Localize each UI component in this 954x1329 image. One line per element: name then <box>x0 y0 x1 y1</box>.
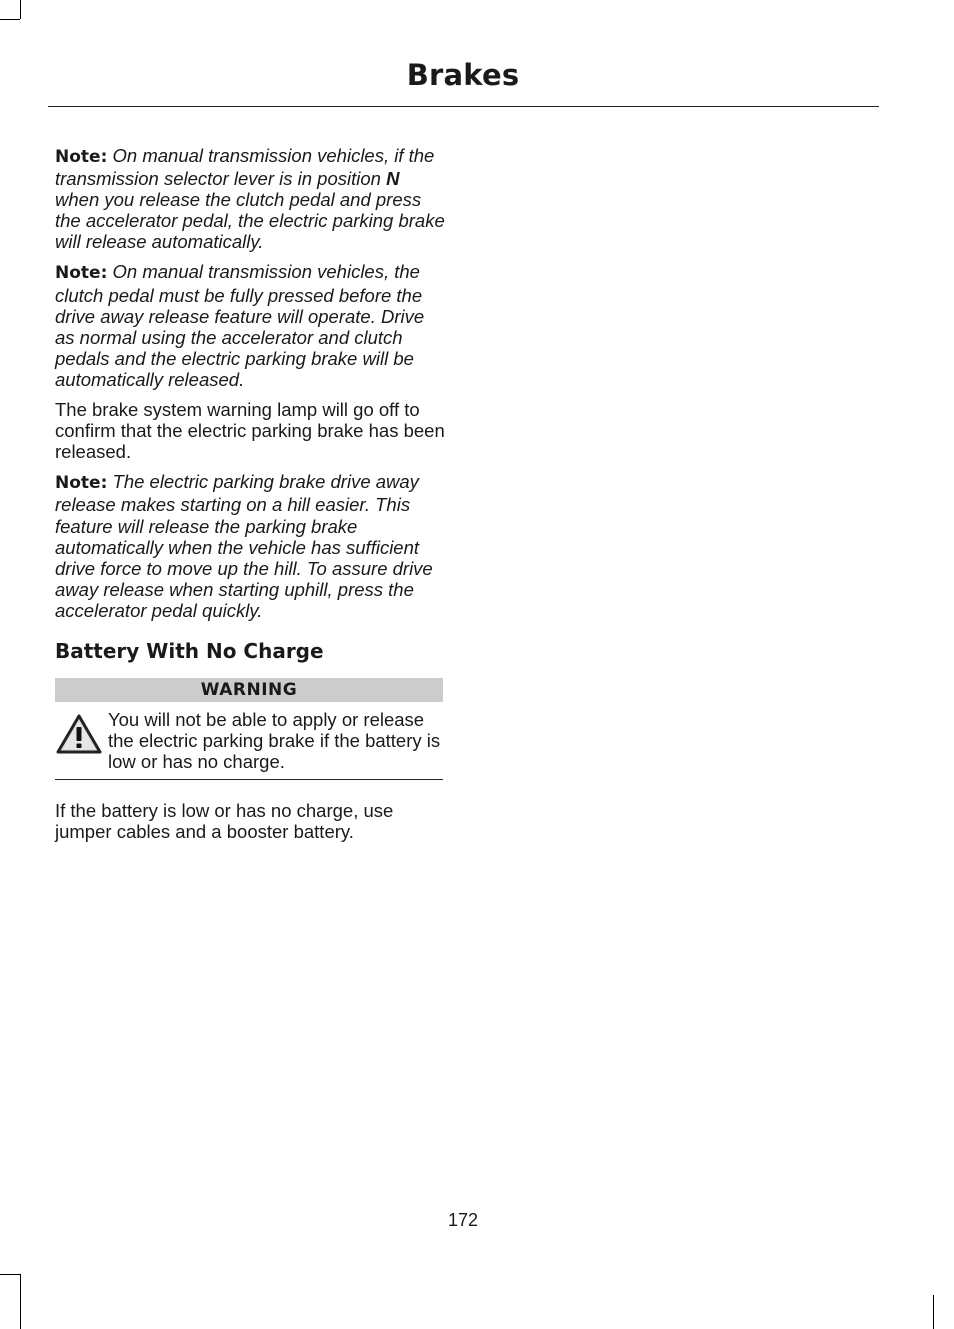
note-position-n: N <box>386 168 400 190</box>
paragraph-warning-lamp: The brake system warning lamp will go off to confirm that the electric parking brake has been released. <box>55 399 445 463</box>
note-text: On manual transmission vehicles, the clutch pedal must be fully pressed before the drive away release feature will operate. Drive as normal using the accelerator and clutch pedals and the electric parking brake will be automatically released. <box>55 261 425 390</box>
note-label: Note: <box>55 147 108 167</box>
crop-mark-bottom-right-vertical <box>933 1295 934 1329</box>
warning-triangle-icon <box>55 712 103 756</box>
crop-mark-top-left-vertical <box>20 0 21 19</box>
note-text: On manual transmission vehicles, if the transmission selector lever is in position <box>55 145 435 190</box>
page-title: Brakes <box>406 58 520 92</box>
main-column <box>55 145 447 852</box>
note-label: Note: <box>55 263 108 284</box>
note-text: when you release the clutch pedal and press the accelerator pedal, the electric parking brake will release automatically. <box>55 189 445 253</box>
crop-mark-bottom-left-horizontal <box>0 1274 20 1275</box>
note-hill-start <box>55 471 447 621</box>
crop-mark-bottom-left-vertical <box>20 1274 21 1329</box>
crop-mark-top-left-horizontal <box>0 19 20 20</box>
warning-text: You will not be able to apply or release the electric parking brake if the battery is low or has no charge. <box>108 709 441 773</box>
warning-box <box>55 678 443 780</box>
note-label: Note: <box>55 473 108 494</box>
page-number: 172 <box>447 1210 479 1230</box>
note-clutch-pedal <box>55 261 447 390</box>
section-heading: Battery With No Charge <box>55 638 324 663</box>
paragraph-jumper-cables: If the battery is low or has no charge, use jumper cables and a booster battery. <box>55 800 394 843</box>
header-divider <box>48 106 879 107</box>
note-transmission-selector <box>55 145 447 252</box>
warning-header: WARNING <box>55 678 443 702</box>
note-text: The electric parking brake drive away release makes starting on a hill easier. This feature will release the parking brake automatically when the vehicle has sufficient drive force to move up the hill. To assure drive away release when starting uphill, press the accelerator pedal quickly. <box>55 471 433 621</box>
warning-body <box>55 702 443 780</box>
